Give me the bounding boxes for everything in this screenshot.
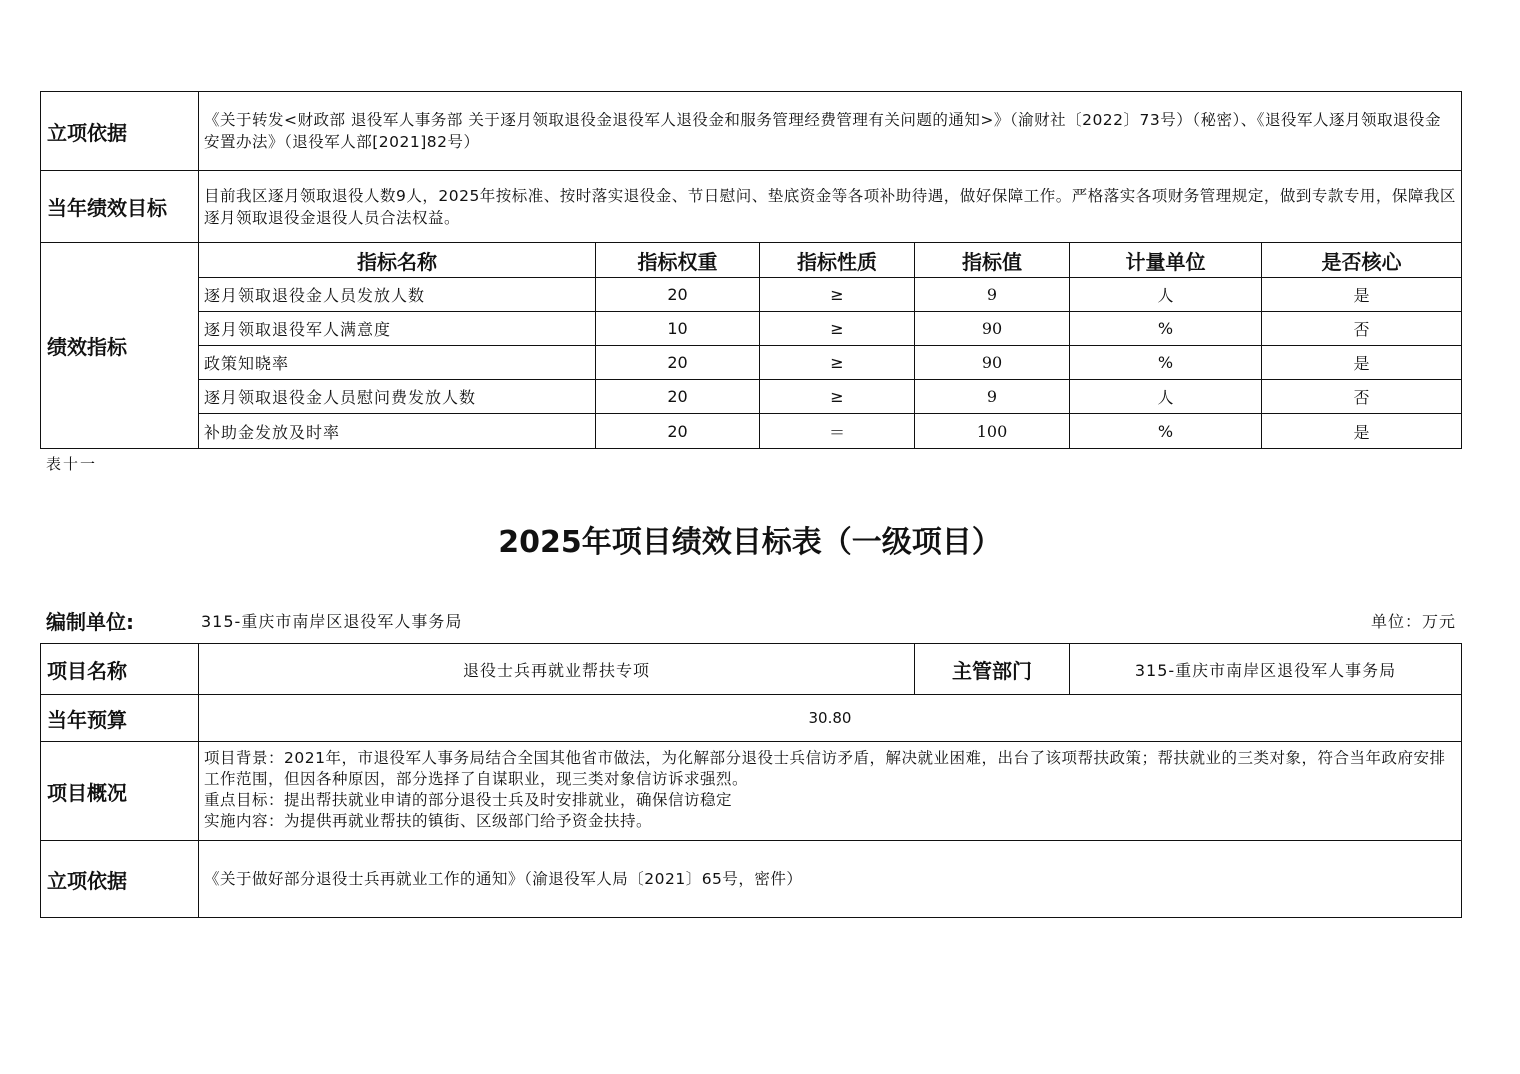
indicator-value: 100 [915,414,1070,449]
indicator-unit: 人 [1070,278,1262,312]
table-row [41,346,1462,380]
indicator-name: 政策知晓率 [199,346,596,380]
project-basis-label: 立项依据 [41,92,199,171]
indicator-nature: ＝ [760,414,915,449]
indicator-label: 绩效指标 [41,243,199,449]
department-value: 315-重庆市南岸区退役军人事务局 [1070,644,1462,695]
header-value: 指标值 [915,243,1070,278]
header-core: 是否核心 [1262,243,1462,278]
basis-label: 立项依据 [41,841,199,918]
budget-label: 当年预算 [41,695,199,742]
table-number: 表十一 [46,455,98,473]
indicator-nature: ≥ [760,312,915,346]
indicator-nature: ≥ [760,380,915,414]
indicator-core: 是 [1262,278,1462,312]
table-row [41,312,1462,346]
unit-note: 单位：万元 [1370,612,1456,631]
table-row [41,380,1462,414]
indicator-name: 补助金发放及时率 [199,414,596,449]
overview-content: 实施内容：为提供再就业帮扶的镇街、区级部门给予资金扶持。 [204,812,653,830]
table-row [41,278,1462,312]
indicator-value: 90 [915,312,1070,346]
overview-background: 项目背景：2021年，市退役军人事务局结合全国其他省市做法，为化解部分退役士兵信访矛盾，解决就业困难，出台了该项帮扶政策；帮扶就业的三类对象，符合当年政府安排工作范围，但因各种原因，部分选择了自谋职业，现三类对象信访诉求强烈。 [204,749,1446,788]
header-nature: 指标性质 [760,243,915,278]
indicator-nature: ≥ [760,278,915,312]
top-performance-table [40,91,1462,449]
project-name-value: 退役士兵再就业帮扶专项 [199,644,915,695]
table-row [41,414,1462,449]
page-title: 2025年项目绩效目标表（一级项目） [498,525,1002,560]
indicator-nature: ≥ [760,346,915,380]
header-weight: 指标权重 [596,243,760,278]
header-unit: 计量单位 [1070,243,1262,278]
indicator-value: 9 [915,278,1070,312]
overview-label: 项目概况 [41,742,199,841]
indicator-core: 否 [1262,312,1462,346]
indicator-unit: 人 [1070,380,1262,414]
indicator-core: 是 [1262,346,1462,380]
indicator-core: 是 [1262,414,1462,449]
department-label: 主管部门 [915,644,1070,695]
overview-goal: 重点目标：提出帮扶就业申请的部分退役士兵及时安排就业，确保信访稳定 [204,791,733,809]
indicator-value: 90 [915,346,1070,380]
budget-value: 30.80 [199,695,1462,742]
header-indicator-name: 指标名称 [199,243,596,278]
indicator-weight: 20 [596,414,760,449]
project-name-label: 项目名称 [41,644,199,695]
indicator-name: 逐月领取退役金人员慰问费发放人数 [199,380,596,414]
compiler-label: 编制单位: [46,610,134,634]
basis-text: 《关于做好部分退役士兵再就业工作的通知》（渝退役军人局〔2021〕65号，密件） [199,841,1462,918]
indicator-unit: % [1070,414,1262,449]
indicator-name: 逐月领取退役军人满意度 [199,312,596,346]
compiler-value: 315-重庆市南岸区退役军人事务局 [201,612,463,631]
indicator-unit: % [1070,312,1262,346]
project-info-table [40,643,1462,918]
indicator-weight: 20 [596,278,760,312]
project-basis-text: 《关于转发<财政部 退役军人事务部 关于逐月领取退役金退役军人退役金和服务管理经费管理有关问题的通知>》（渝财社〔2022〕73号）（秘密）、《退役军人逐月领取退役金安置办法》（退役军人部[2021]82号） [199,92,1462,171]
indicator-weight: 20 [596,380,760,414]
indicator-value: 9 [915,380,1070,414]
indicator-weight: 10 [596,312,760,346]
overview-text [199,742,1462,841]
annual-goal-label: 当年绩效目标 [41,171,199,243]
indicator-weight: 20 [596,346,760,380]
indicator-unit: % [1070,346,1262,380]
indicator-name: 逐月领取退役金人员发放人数 [199,278,596,312]
annual-goal-text: 目前我区逐月领取退役人数9人，2025年按标准、按时落实退役金、节日慰问、垫底资金等各项补助待遇，做好保障工作。严格落实各项财务管理规定，做到专款专用，保障我区逐月领取退役金退役人员合法权益。 [199,171,1462,243]
indicator-core: 否 [1262,380,1462,414]
